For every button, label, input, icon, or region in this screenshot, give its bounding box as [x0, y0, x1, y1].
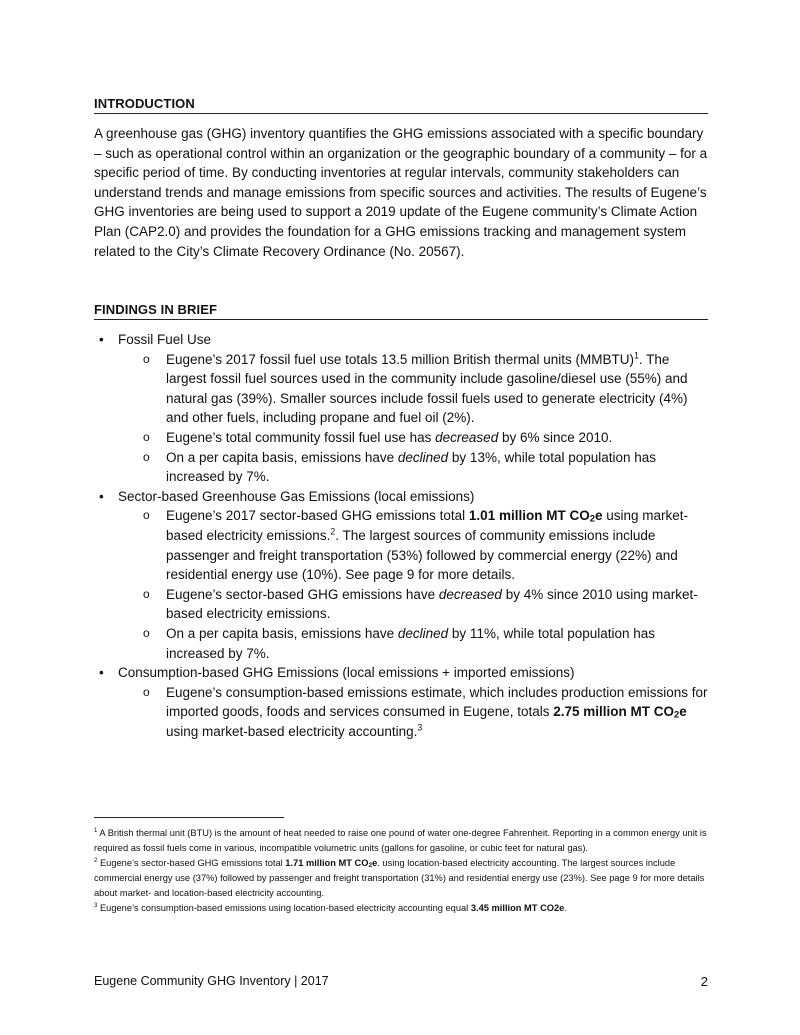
consumption-based-sublist [118, 683, 710, 742]
footnote-ref-2: 2 [330, 526, 336, 537]
bullet-icon: • [99, 332, 104, 347]
text-run: Eugene’s sector-based GHG emissions have [166, 586, 439, 602]
sub-list-item [118, 585, 710, 624]
text-run: . The largest fossil fuel sources used in the community include gasoline/diesel use (55%) and natural gas (39%). Smaller sources include fossil fuels used to generate electricity (4%) and other fuels, including propane and fuel oil (2%). [166, 351, 688, 426]
list-item-sector-based [94, 487, 710, 663]
text-run: 2.75 million MT CO [553, 704, 675, 720]
findings-heading: FINDINGS IN BRIEF [94, 302, 708, 320]
footnote-number: 2 [94, 857, 98, 864]
sub-bullet-icon: o [143, 625, 150, 640]
location-based-total [285, 858, 377, 868]
text-run: 1.71 million MT CO [285, 858, 369, 868]
sub-bullet-icon: o [143, 508, 150, 523]
page-number: 2 [700, 974, 708, 989]
emphasis-text: decreased [435, 429, 499, 445]
footnotes [94, 826, 714, 916]
text-run: e [372, 858, 378, 868]
sub-list-item [118, 683, 710, 742]
text-run: 1.01 million MT CO [468, 508, 590, 524]
footnote-separator [94, 817, 284, 818]
subscript: 2 [589, 513, 595, 525]
list-item-consumption-based [94, 663, 710, 741]
sector-based-sublist [118, 506, 710, 663]
text-run: On a per capita basis, emissions have [166, 449, 398, 465]
text-run: On a per capita basis, emissions have [166, 625, 398, 641]
sub-list-item [118, 428, 710, 448]
text-run: . [564, 903, 567, 913]
emphasis-text: declined [397, 625, 449, 641]
sector-based-label: Sector-based Greenhouse Gas Emissions (local emissions) [118, 488, 475, 504]
fossil-fuel-label: Fossil Fuel Use [118, 332, 212, 347]
emphasis-text: decreased [438, 586, 502, 602]
text-run: using market-based electricity accounting. [166, 723, 418, 739]
text-run: Eugene’s consumption-based emissions estimate, which includes production emissions for imported goods, foods and services consumed in Eugene, totals [166, 684, 708, 720]
text-run: using market-based electricity emissions. [166, 508, 688, 543]
text-run: Eugene’s 2017 fossil fuel use totals 13.5 million British thermal units (MMBTU) [166, 351, 634, 367]
introduction-paragraph: A greenhouse gas (GHG) inventory quantifies the GHG emissions associated with a specific boundary – such as operational control within an organization or the geographic boundary of a community – for a specific period of time. By conducting inventories at regular intervals, community stakeholders can understand trends and manage emissions from specific sources and activities. The results of Eugene’s GHG inventories are being used to support a 2019 update of the Eugene community’s Climate Action Plan (CAP2.0) and provides the foundation for a GHG emissions tracking and management system related to the City’s Climate Recovery Ordinance (No. 20567). [94, 126, 708, 259]
sub-bullet-icon: o [143, 429, 150, 444]
text-run: . using location-based electricity accounting. The largest sources include commercial energy use (37%) followed by passenger and freight transportation (31%) and residential energy use (23%). See page 9 for more details about market- and location-based electricity accounting. [94, 858, 705, 898]
sub-list-item [118, 350, 710, 428]
introduction-heading: INTRODUCTION [94, 96, 708, 114]
bullet-icon: • [99, 665, 104, 681]
subscript: 2 [674, 709, 680, 721]
consumption-based-label: Consumption-based GHG Emissions (local emissions + imported emissions) [118, 665, 575, 681]
sub-bullet-icon: o [143, 684, 150, 699]
footnote-ref-3: 3 [417, 722, 423, 733]
text-run: Eugene’s 2017 sector-based GHG emissions total [166, 508, 469, 524]
sub-list-item [118, 448, 710, 487]
text-run: Eugene’s sector-based GHG emissions total [97, 858, 286, 868]
sub-list-item [118, 506, 710, 584]
findings-list [94, 330, 710, 741]
footnote-number: 1 [94, 827, 98, 834]
footnote-1 [94, 826, 714, 856]
bullet-icon: • [99, 488, 104, 504]
fossil-fuel-sublist [118, 350, 710, 487]
footnote-ref-1: 1 [633, 350, 639, 361]
list-item-fossil-fuel [94, 330, 710, 487]
sub-list-item [118, 624, 710, 663]
text-run: A British thermal unit (BTU) is the amount of heat needed to raise one pound of water one-degree Fahrenheit. Reporting in a common energy unit is required as fossil fuels come in various, incompatible volumetric units (gallons for gasoline, or cubic feet for natural gas). [94, 828, 707, 853]
emphasis-text: declined [397, 449, 449, 465]
footnote-3 [94, 901, 714, 916]
footer-title: Eugene Community GHG Inventory | 2017 [94, 974, 329, 988]
sub-bullet-icon: o [143, 449, 150, 464]
text-run: e [594, 508, 603, 524]
text-run: by 13%, while total population has increased by 7%. [166, 449, 657, 485]
text-run: Eugene’s total community fossil fuel use has [166, 429, 436, 445]
footnote-number: 3 [94, 902, 98, 909]
text-run: Eugene’s consumption-based emissions using location-based electricity accounting equal [97, 903, 471, 913]
footnote-2 [94, 856, 714, 901]
subscript: 2 [368, 861, 373, 869]
text-run: . The largest sources of community emissions include passenger and freight transportation (53%) followed by commercial energy (22%) and residential energy use (10%). See page 9 for more details. [166, 527, 678, 583]
sub-bullet-icon: o [143, 586, 150, 601]
sector-emissions-total [469, 508, 603, 523]
text-run: by 11%, while total population has increased by 7%. [166, 625, 656, 661]
text-run: by 4% since 2010 using market-based electricity emissions. [166, 586, 698, 622]
text-run: e [679, 704, 687, 720]
consumption-emissions-total [553, 704, 687, 719]
consumption-location-total: 3.45 million MT CO2e [470, 903, 565, 913]
sub-bullet-icon: o [143, 351, 150, 366]
text-run: by 6% since 2010. [498, 429, 613, 445]
